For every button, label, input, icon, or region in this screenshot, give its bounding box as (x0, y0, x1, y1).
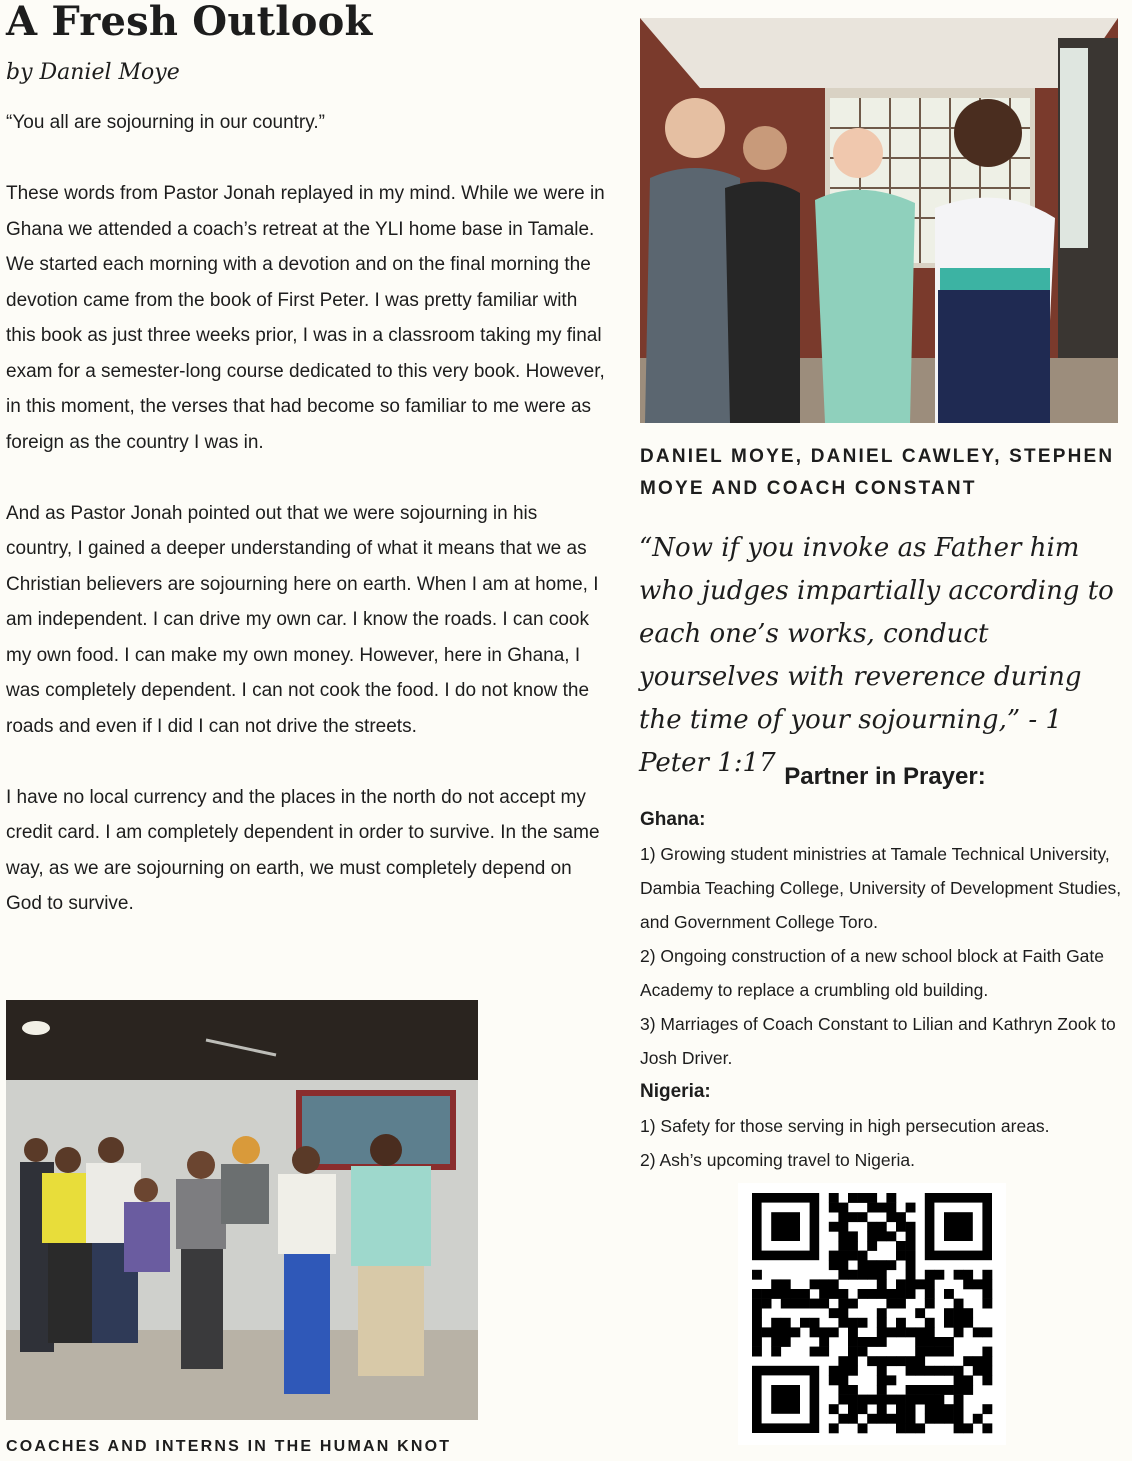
prayer-region-ghana: Ghana: (640, 809, 706, 830)
qr-code-pattern (738, 1183, 1006, 1445)
human-knot-photo-illustration (6, 1000, 478, 1420)
article-paragraph: And as Pastor Jonah pointed out that we were sojourning in his country, I gained a deeper understanding of what it means that we as Christian believers are sojourning here on earth. When I am at home, I am independent. I can drive my own car. I know the roads. I can cook my own food. I can make my own money. However, here in Ghana, I was completely dependent. I can not cook the food. I do not know the roads and even if I did I can not drive the streets. (6, 502, 599, 737)
prayer-item: 2) Ash’s upcoming travel to Nigeria. (640, 1150, 915, 1170)
prayer-item: 3) Marriages of Coach Constant to Lilian and Kathryn Zook to Josh Driver. (640, 1014, 1116, 1068)
prayer-region-nigeria: Nigeria: (640, 1081, 711, 1102)
photo-caption-doorway: DANIEL MOYE, DANIEL CAWLEY, STEPHEN MOYE AND COACH CONSTANT (640, 446, 1115, 499)
prayer-heading: Partner in Prayer: (784, 763, 986, 790)
human-knot-photo (6, 1000, 478, 1420)
group-photo-doorway-illustration (640, 18, 1118, 423)
article-paragraph: I have no local currency and the places in the north do not accept my credit card. I am completely dependent in order to survive. In the same way, as we are sojourning on earth, we must completely depend on God to survive. (6, 786, 600, 914)
prayer-item: 1) Growing student ministries at Tamale Technical University, Dambia Teaching College, University of Development Studies, and Government College Toro. (640, 844, 1122, 932)
article-byline: by Daniel Moye (6, 60, 180, 85)
group-photo-doorway (640, 18, 1118, 423)
article-paragraph: These words from Pastor Jonah replayed in my mind. While we were in Ghana we attended a coach’s retreat at the YLI home base in Tamale. We started each morning with a devotion and on the final morning the devotion came from the book of First Peter. I was pretty familiar with this book as just three weeks prior, I was in a classroom taking my final exam for a semester-long course dedicated to this very book. However, in this moment, the verses that had become so familiar to me were as foreign as the country I was in. (6, 183, 605, 453)
prayer-list (640, 803, 1132, 1177)
photo-caption-human-knot: COACHES AND INTERNS IN THE HUMAN KNOT (6, 1438, 452, 1455)
article-paragraph: “You all are sojourning in our country.” (6, 112, 325, 133)
prayer-item: 2) Ongoing construction of a new school block at Faith Gate Academy to replace a crumbling old building. (640, 946, 1105, 1000)
qr-code[interactable] (738, 1183, 1006, 1445)
scripture-quote: “Now if you invoke as Father him who judges impartially according to each one’s works, conduct yourselves with reverence during the time of your sojourning,” - 1 Peter 1:17 (639, 533, 1114, 778)
article-title: A Fresh Outlook (6, 0, 373, 45)
prayer-item: 1) Safety for those serving in high persecution areas. (640, 1116, 1050, 1136)
article-body (6, 105, 606, 957)
